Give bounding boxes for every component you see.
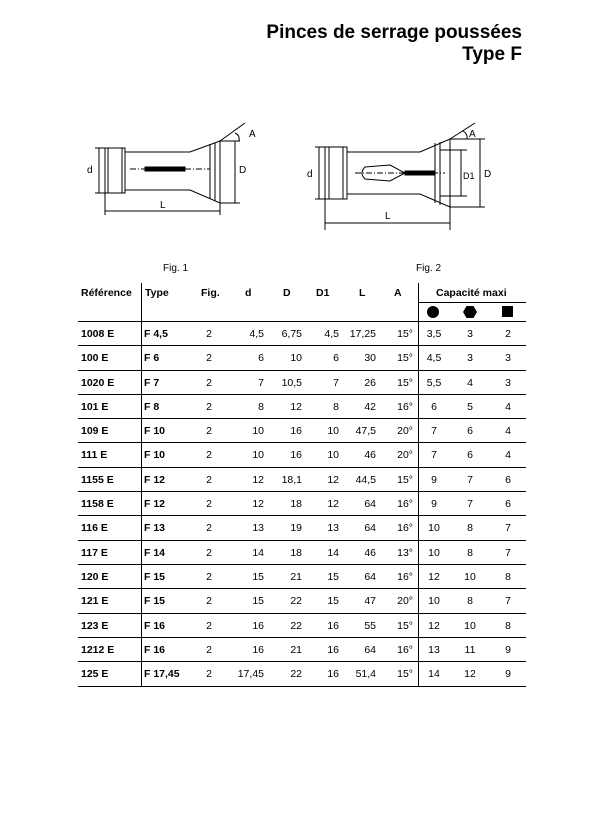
cell-L: 46 xyxy=(364,546,376,559)
header-L: L xyxy=(359,287,366,299)
table-body xyxy=(78,322,526,687)
cell-capacity-round: 9 xyxy=(431,473,437,486)
table-row xyxy=(78,395,526,419)
cell-capacity-square: 3 xyxy=(505,352,511,365)
cell-capacity-hexagon: 8 xyxy=(467,522,473,535)
cell-capacity-round: 3,5 xyxy=(426,328,442,340)
cell-capacity-square: 6 xyxy=(505,498,511,511)
cell-reference: 120 E xyxy=(81,570,109,583)
cell-L: 44,5 xyxy=(355,473,376,486)
cell-D1: 10 xyxy=(327,425,339,438)
cell-D1: 13 xyxy=(327,522,339,535)
cell-capacity-hexagon: 12 xyxy=(464,668,476,681)
cell-capacity-hexagon: 8 xyxy=(467,546,473,559)
figure-1-drawing xyxy=(75,115,260,220)
cell-D: 16 xyxy=(290,449,302,462)
cell-D1: 16 xyxy=(327,619,339,632)
title-line-1: Pinces de serrage poussées xyxy=(266,22,522,43)
dim-L-label-2: L xyxy=(385,211,391,222)
cell-reference: 100 E xyxy=(81,352,109,365)
table-row xyxy=(78,589,526,613)
cell-capacity-hexagon: 6 xyxy=(467,449,473,462)
cell-reference: 109 E xyxy=(81,425,109,438)
cell-capacity-hexagon: 4 xyxy=(467,376,473,389)
cell-type: F 15 xyxy=(144,570,166,583)
title-line-2: Type F xyxy=(462,44,522,65)
cell-d: 16 xyxy=(252,619,264,632)
cell-A: 20° xyxy=(397,595,413,608)
cell-reference: 121 E xyxy=(81,595,109,608)
cell-capacity-round: 6 xyxy=(431,400,437,413)
cell-d: 13 xyxy=(252,522,264,535)
cell-D1: 10 xyxy=(327,449,339,462)
cell-A: 20° xyxy=(397,425,413,438)
header-capacity: Capacité maxi xyxy=(436,287,507,299)
cell-d: 15 xyxy=(252,595,264,608)
cell-reference: 111 E xyxy=(81,449,108,462)
cell-reference: 101 E xyxy=(81,400,109,413)
cell-reference: 117 E xyxy=(81,546,108,559)
figure-2-drawing xyxy=(295,115,500,240)
cell-D1: 12 xyxy=(327,473,339,486)
cell-D: 22 xyxy=(290,619,302,632)
cell-L: 26 xyxy=(364,376,376,389)
cell-capacity-square: 8 xyxy=(505,619,511,632)
cell-fig: 2 xyxy=(206,595,212,608)
cell-d: 12 xyxy=(252,473,264,486)
cell-capacity-hexagon: 7 xyxy=(467,473,473,486)
cell-capacity-round: 10 xyxy=(428,522,440,535)
cell-D1: 16 xyxy=(327,643,339,656)
cell-capacity-round: 9 xyxy=(431,498,437,511)
cell-D: 22 xyxy=(290,595,302,608)
cell-A: 15° xyxy=(397,619,413,632)
collet-table xyxy=(78,283,526,687)
hexagon-icon xyxy=(463,305,477,319)
cell-capacity-square: 7 xyxy=(505,546,511,559)
cell-capacity-round: 10 xyxy=(428,546,440,559)
cell-capacity-hexagon: 10 xyxy=(464,619,476,632)
cell-type: F 10 xyxy=(144,425,166,438)
header-d: d xyxy=(245,287,252,299)
cell-capacity-square: 4 xyxy=(505,400,511,413)
cell-reference: 116 E xyxy=(81,522,108,535)
cell-fig: 2 xyxy=(206,376,212,389)
cell-capacity-hexagon: 11 xyxy=(464,643,476,656)
cell-D1: 12 xyxy=(327,498,339,511)
table-header xyxy=(78,283,526,302)
cell-D: 21 xyxy=(290,570,302,583)
cell-L: 42 xyxy=(364,400,376,413)
capacity-shapes-row xyxy=(78,302,526,322)
cell-A: 15° xyxy=(397,376,413,389)
cell-type: F 16 xyxy=(144,643,166,656)
table-row xyxy=(78,371,526,395)
table-row xyxy=(78,614,526,638)
table-row xyxy=(78,492,526,516)
cell-L: 64 xyxy=(364,522,376,535)
cell-d: 15 xyxy=(252,570,264,583)
cell-D1: 14 xyxy=(327,546,339,559)
cell-type: F 8 xyxy=(144,400,160,413)
dim-d-label-2: d xyxy=(307,169,313,180)
cell-L: 64 xyxy=(364,498,376,511)
header-type: Type xyxy=(145,287,169,299)
cell-L: 51,4 xyxy=(355,668,376,681)
cell-capacity-round: 14 xyxy=(428,668,440,681)
cell-fig: 2 xyxy=(206,522,212,535)
cell-capacity-square: 2 xyxy=(505,328,511,340)
cell-type: F 4,5 xyxy=(144,328,168,340)
cell-L: 17,25 xyxy=(349,328,376,340)
cell-L: 30 xyxy=(364,352,376,365)
cell-fig: 2 xyxy=(206,668,212,681)
cell-capacity-square: 8 xyxy=(505,570,511,583)
cell-capacity-hexagon: 5 xyxy=(467,400,473,413)
cell-type: F 6 xyxy=(144,352,160,365)
dim-A-label-2: A xyxy=(469,129,476,140)
cell-reference: 123 E xyxy=(81,619,109,632)
cell-type: F 17,45 xyxy=(144,668,180,681)
cell-capacity-hexagon: 10 xyxy=(464,570,476,583)
cell-D: 10,5 xyxy=(281,376,302,389)
cell-type: F 15 xyxy=(144,595,166,608)
cell-reference: 1020 E xyxy=(81,376,115,389)
header-D1: D1 xyxy=(316,287,330,299)
cell-fig: 2 xyxy=(206,473,212,486)
cell-capacity-square: 7 xyxy=(505,522,511,535)
cell-A: 20° xyxy=(397,449,413,462)
cell-reference: 1155 E xyxy=(81,473,114,486)
cell-A: 16° xyxy=(397,498,413,511)
dim-D-label-2: D xyxy=(484,169,492,180)
cell-d: 7 xyxy=(258,376,264,389)
table-row xyxy=(78,565,526,589)
cell-capacity-square: 7 xyxy=(505,595,511,608)
cell-d: 6 xyxy=(258,352,264,365)
cell-capacity-round: 13 xyxy=(428,643,440,656)
cell-capacity-round: 7 xyxy=(431,449,437,462)
cell-capacity-hexagon: 8 xyxy=(467,595,473,608)
cell-capacity-round: 12 xyxy=(428,570,440,583)
cell-A: 16° xyxy=(397,400,413,413)
cell-fig: 2 xyxy=(206,400,212,413)
cell-D1: 15 xyxy=(327,595,339,608)
cell-D1: 7 xyxy=(333,376,339,389)
cell-D: 6,75 xyxy=(281,328,302,340)
cell-L: 64 xyxy=(364,570,376,583)
cell-d: 12 xyxy=(252,498,264,511)
cell-type: F 12 xyxy=(144,473,166,486)
cell-reference: 125 E xyxy=(81,668,109,681)
table-row xyxy=(78,468,526,492)
cell-capacity-hexagon: 3 xyxy=(467,352,473,365)
cell-capacity-round: 12 xyxy=(428,619,440,632)
dim-L-label: L xyxy=(160,200,166,211)
cell-A: 15° xyxy=(397,668,413,681)
cell-type: F 10 xyxy=(144,449,166,462)
cell-capacity-hexagon: 7 xyxy=(467,498,473,511)
cell-L: 46 xyxy=(364,449,376,462)
header-fig: Fig. xyxy=(201,287,220,299)
cell-capacity-round: 4,5 xyxy=(426,352,442,365)
cell-D1: 8 xyxy=(333,400,339,413)
figure-1-label: Fig. 1 xyxy=(163,263,189,274)
cell-fig: 2 xyxy=(206,643,212,656)
table-row xyxy=(78,662,526,687)
figure-2-label: Fig. 2 xyxy=(416,263,442,274)
cell-capacity-round: 10 xyxy=(428,595,440,608)
header-A: A xyxy=(394,287,402,299)
cell-capacity-round: 5,5 xyxy=(426,376,442,389)
cell-fig: 2 xyxy=(206,570,212,583)
cell-fig: 2 xyxy=(206,498,212,511)
cell-D: 18,1 xyxy=(281,473,302,486)
cell-D: 10 xyxy=(290,352,302,365)
cell-L: 47 xyxy=(364,595,376,608)
cell-d: 16 xyxy=(252,643,264,656)
cell-A: 15° xyxy=(397,328,413,340)
table-row xyxy=(78,516,526,540)
cell-reference: 1158 E xyxy=(81,498,114,511)
square-icon xyxy=(502,306,513,317)
cell-fig: 2 xyxy=(206,619,212,632)
cell-D: 16 xyxy=(290,425,302,438)
cell-D: 18 xyxy=(290,498,302,511)
table-row xyxy=(78,419,526,443)
dim-D-label: D xyxy=(239,165,247,176)
cell-capacity-hexagon: 3 xyxy=(467,328,473,340)
cell-A: 13° xyxy=(397,546,413,559)
cell-D: 18 xyxy=(290,546,302,559)
dim-D1-label: D1 xyxy=(463,171,475,181)
table-row xyxy=(78,346,526,370)
cell-D1: 4,5 xyxy=(324,328,339,340)
table-row xyxy=(78,443,526,467)
cell-D1: 6 xyxy=(333,352,339,365)
cell-D: 12 xyxy=(290,400,302,413)
cell-d: 10 xyxy=(252,449,264,462)
cell-D1: 15 xyxy=(327,570,339,583)
cell-capacity-square: 6 xyxy=(505,473,511,486)
header-reference: Référence xyxy=(81,287,132,299)
cell-capacity-square: 9 xyxy=(505,643,511,656)
cell-type: F 12 xyxy=(144,498,166,511)
cell-D: 21 xyxy=(290,643,302,656)
cell-A: 16° xyxy=(397,522,413,535)
cell-type: F 16 xyxy=(144,619,166,632)
cell-A: 16° xyxy=(397,570,413,583)
cell-fig: 2 xyxy=(206,449,212,462)
cell-capacity-square: 4 xyxy=(505,449,511,462)
cell-capacity-hexagon: 6 xyxy=(467,425,473,438)
cell-capacity-square: 9 xyxy=(505,668,511,681)
cell-capacity-square: 3 xyxy=(505,376,511,389)
cell-d: 17,45 xyxy=(237,668,264,681)
cell-fig: 2 xyxy=(206,328,212,340)
cell-A: 16° xyxy=(397,643,413,656)
round-icon xyxy=(427,306,439,318)
cell-D: 19 xyxy=(290,522,302,535)
page-title xyxy=(266,22,522,66)
cell-D1: 16 xyxy=(327,668,339,681)
cell-A: 15° xyxy=(397,352,413,365)
header-D: D xyxy=(283,287,291,299)
cell-d: 10 xyxy=(252,425,264,438)
cell-capacity-square: 4 xyxy=(505,425,511,438)
table-row xyxy=(78,322,526,346)
cell-capacity-round: 7 xyxy=(431,425,437,438)
cell-reference: 1008 E xyxy=(81,328,115,340)
cell-fig: 2 xyxy=(206,546,212,559)
cell-d: 4,5 xyxy=(249,328,264,340)
cell-L: 64 xyxy=(364,643,376,656)
cell-A: 15° xyxy=(397,473,413,486)
cell-reference: 1212 E xyxy=(81,643,115,656)
cell-fig: 2 xyxy=(206,352,212,365)
cell-type: F 14 xyxy=(144,546,166,559)
table-row xyxy=(78,541,526,565)
cell-type: F 7 xyxy=(144,376,160,389)
cell-D: 22 xyxy=(290,668,302,681)
cell-L: 47,5 xyxy=(355,425,376,438)
dim-d-label: d xyxy=(87,165,93,176)
cell-L: 55 xyxy=(364,619,376,632)
cell-fig: 2 xyxy=(206,425,212,438)
cell-d: 14 xyxy=(252,546,264,559)
cell-d: 8 xyxy=(258,400,264,413)
table-row xyxy=(78,638,526,662)
dim-A-label: A xyxy=(249,129,256,140)
cell-type: F 13 xyxy=(144,522,166,535)
